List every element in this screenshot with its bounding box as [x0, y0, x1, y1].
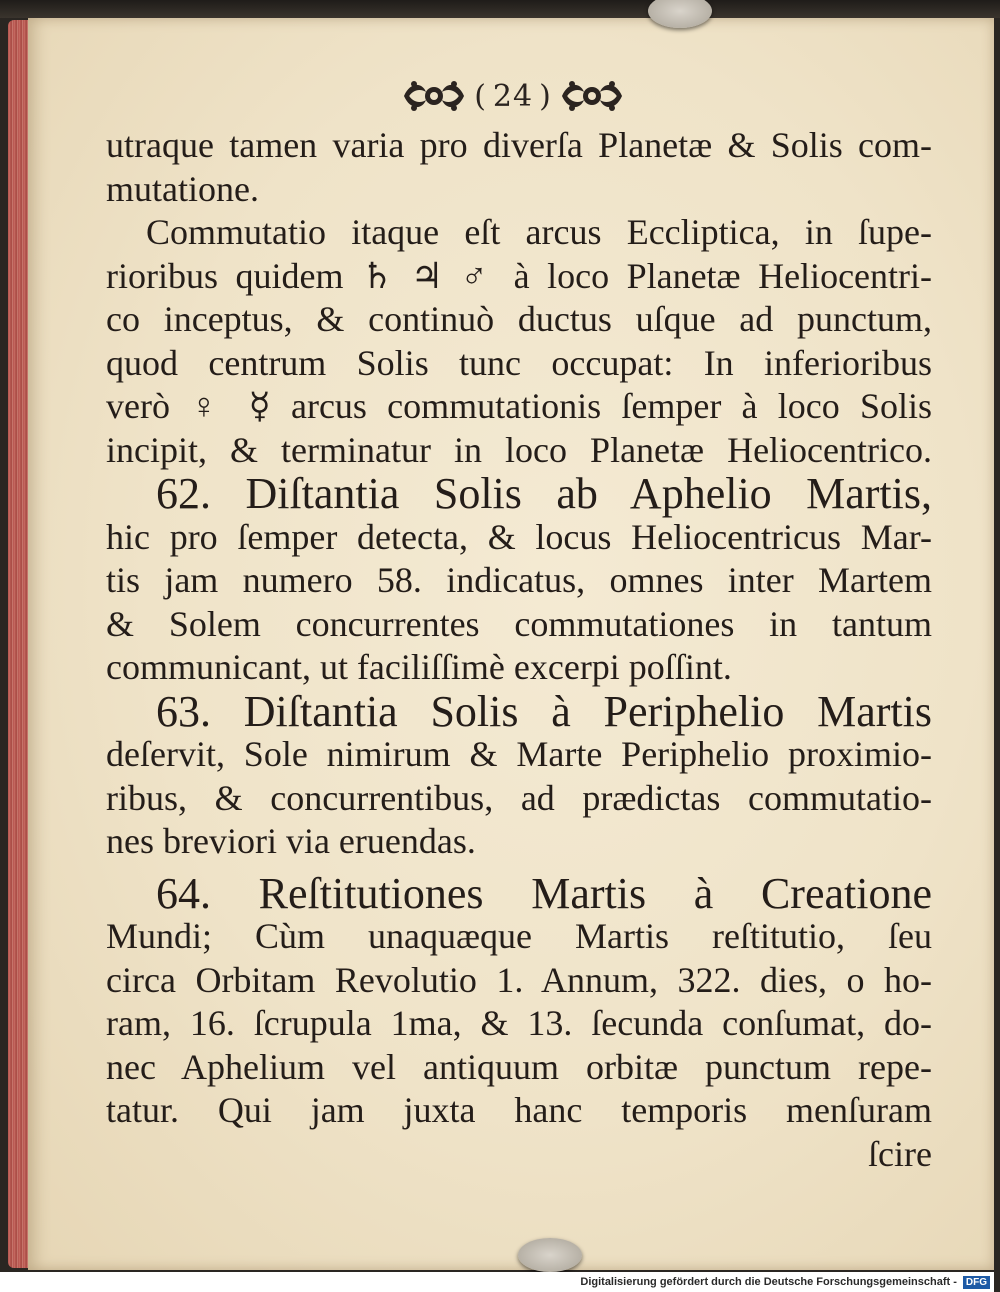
text-line: Mundi; Cùm unaquæque Martis reſtitutio, ſeu: [106, 916, 932, 956]
text-line: deſervit, Sole nimirum & Marte Periphelio proximio-: [106, 734, 932, 774]
section-heading-62: 62. Diſtantia Solis ab Aphelio Martis,: [156, 469, 932, 518]
page-number: 24: [492, 78, 534, 114]
text-line: ribus, & concurrentibus, ad prædictas commutatio-: [106, 777, 932, 818]
text-line: nec Aphelium vel antiquum orbitæ punctum repe-: [106, 1046, 932, 1087]
header-close-paren: ): [539, 78, 552, 114]
book-page: [28, 18, 994, 1270]
text-line: quod centrum Solis tunc occupat: In inferioribus: [106, 342, 932, 383]
footer-credit: Digitalisierung gefördert durch die Deutsche Forschungsgemeinschaft -: [580, 1276, 957, 1288]
catchword: ſcire: [868, 1133, 932, 1174]
text-line: hic pro ſemper detecta, & locus Heliocentricus Mar-: [106, 516, 932, 557]
text-line: tatur. Qui jam juxta hanc temporis menſuram: [106, 1090, 932, 1130]
scanner-clip: [518, 1238, 582, 1272]
text-line: verò ♀ ☿ arcus commutationis ſemper à loco Solis: [106, 386, 932, 426]
text-line: communicant, ut faciliſſimè excerpi poſſint.: [106, 647, 732, 687]
text-line: tis jam numero 58. indicatus, omnes inter Martem: [106, 560, 932, 600]
text-line: circa Orbitam Revolutio 1. Annum, 322. dies, o ho-: [106, 959, 932, 1000]
page-header: [388, 74, 638, 118]
left-ornament-icon: [400, 76, 468, 116]
scan-background-top: [0, 0, 1000, 18]
text-line: incipit, & terminatur in loco Planetæ Heliocentrico.: [106, 429, 932, 470]
digitization-footer: [0, 1272, 994, 1292]
text-line: nes breviori via eruendas.: [106, 821, 476, 861]
text-line: ram, 16. ſcrupula 1ma, & 13. ſecunda conſumat, do-: [106, 1003, 932, 1043]
section-heading-63: 63. Diſtantia Solis à Periphelio Martis: [156, 686, 932, 736]
text-line: utraque tamen varia pro diverſa Planetæ & Solis com-: [106, 125, 932, 165]
right-ornament-icon: [558, 76, 626, 116]
header-open-paren: (: [474, 78, 487, 114]
text-line: & Solem concurrentes commutationes in tantum: [106, 603, 932, 644]
page-body: [106, 124, 932, 1176]
text-line: co inceptus, & continuò ductus uſque ad punctum,: [106, 299, 932, 339]
dfg-logo-icon: DFG: [963, 1276, 990, 1289]
section-heading-64: 64. Reſtitutiones Martis à Creatione: [156, 868, 932, 918]
text-line: Commutatio itaque eſt arcus Eccliptica, in ſupe-: [146, 212, 932, 252]
text-line: mutatione.: [106, 168, 259, 209]
text-line: rioribus quidem ♄ ♃ ♂ à loco Planetæ Heliocentri-: [106, 255, 932, 296]
